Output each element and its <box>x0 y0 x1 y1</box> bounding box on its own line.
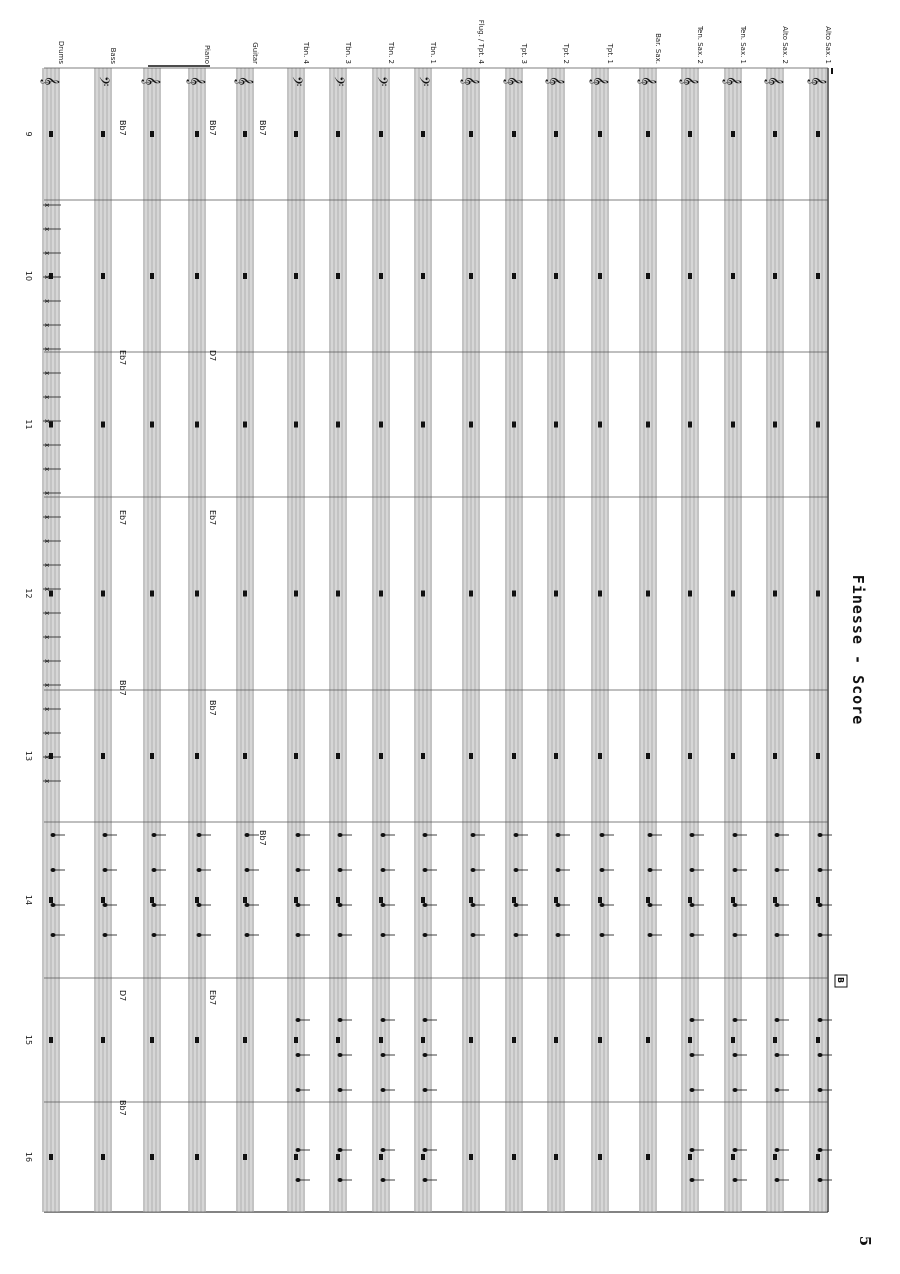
whole-rest <box>336 753 340 759</box>
chord-symbol: Bb7 <box>258 120 267 136</box>
whole-rest <box>816 1037 820 1043</box>
instrument-label: Drums <box>57 40 65 64</box>
whole-rest <box>195 422 199 428</box>
whole-rest <box>688 422 692 428</box>
whole-rest <box>598 1037 602 1043</box>
whole-rest <box>243 591 247 597</box>
whole-rest <box>101 897 105 903</box>
whole-rest <box>688 1037 692 1043</box>
drum-hit: x <box>43 635 51 640</box>
drum-hit: x <box>43 275 51 280</box>
whole-rest <box>243 753 247 759</box>
whole-rest <box>49 897 53 903</box>
instrument-label: Tpt. 2 <box>562 43 570 64</box>
drum-hit: x <box>43 539 51 544</box>
whole-rest <box>294 591 298 597</box>
whole-rest <box>773 1037 777 1043</box>
whole-rest <box>150 1037 154 1043</box>
whole-rest <box>688 273 692 279</box>
chord-symbol: Bb7 <box>258 830 267 846</box>
whole-rest <box>379 753 383 759</box>
whole-rest <box>731 422 735 428</box>
instrument-label: Bass <box>109 47 117 64</box>
instrument-label: Tbn. 1 <box>429 41 437 64</box>
clef-icon: 𝄞 <box>590 76 609 86</box>
whole-rest <box>336 422 340 428</box>
whole-rest <box>598 753 602 759</box>
chord-symbol: Bb7 <box>208 120 217 136</box>
score-title: Finesse - Score <box>849 574 867 726</box>
whole-rest <box>243 897 247 903</box>
whole-rest <box>150 753 154 759</box>
whole-rest <box>731 591 735 597</box>
whole-rest <box>243 1154 247 1160</box>
whole-rest <box>150 422 154 428</box>
whole-rest <box>598 131 602 137</box>
whole-rest <box>195 1154 199 1160</box>
drum-hit: x <box>43 347 51 352</box>
whole-rest <box>816 897 820 903</box>
whole-rest <box>512 422 516 428</box>
whole-rest <box>336 897 340 903</box>
title-container <box>828 560 888 740</box>
whole-rest <box>731 897 735 903</box>
chord-symbol: D7 <box>118 990 127 1002</box>
chord-symbol: Eb7 <box>118 510 127 526</box>
clef-icon: 𝄞 <box>808 76 827 86</box>
measure-number: 11 <box>24 419 33 430</box>
whole-rest <box>554 422 558 428</box>
whole-rest <box>554 1154 558 1160</box>
whole-rest <box>294 1154 298 1160</box>
whole-rest <box>554 273 558 279</box>
whole-rest <box>646 1037 650 1043</box>
whole-rest <box>421 131 425 137</box>
instrument-label: Ten. Sax. 2 <box>696 25 704 64</box>
whole-rest <box>773 591 777 597</box>
drum-hit: x <box>43 227 51 232</box>
whole-rest <box>646 897 650 903</box>
instrument-label: Alto Sax. 1 <box>824 26 832 64</box>
whole-rest <box>598 422 602 428</box>
whole-rest <box>598 591 602 597</box>
instrument-label: Guitar <box>251 42 259 64</box>
whole-rest <box>195 1037 199 1043</box>
instrument-label: Alto Sax. 2 <box>781 26 789 64</box>
drum-hit: x <box>43 683 51 688</box>
whole-rest <box>731 1154 735 1160</box>
instrument-label: Tbn. 3 <box>344 41 352 64</box>
drum-hit: x <box>43 443 51 448</box>
whole-rest <box>598 897 602 903</box>
clef-icon: 𝄢 <box>93 76 112 87</box>
instrument-label: Piano <box>203 44 211 64</box>
whole-rest <box>469 1037 473 1043</box>
whole-rest <box>294 131 298 137</box>
drum-hit: x <box>43 467 51 472</box>
whole-rest <box>49 131 53 137</box>
drum-hit: x <box>43 731 51 736</box>
drum-hit: x <box>43 563 51 568</box>
clef-icon: 𝄞 <box>765 76 784 86</box>
whole-rest <box>294 1037 298 1043</box>
whole-rest <box>150 591 154 597</box>
measure-number: 10 <box>24 270 33 282</box>
whole-rest <box>243 422 247 428</box>
whole-rest <box>646 422 650 428</box>
whole-rest <box>150 1154 154 1160</box>
drum-hit: x <box>43 515 51 520</box>
chord-symbol: D7 <box>208 350 217 362</box>
whole-rest <box>243 273 247 279</box>
whole-rest <box>101 753 105 759</box>
whole-rest <box>379 131 383 137</box>
measure-number: 15 <box>24 1034 33 1046</box>
whole-rest <box>101 422 105 428</box>
whole-rest <box>195 591 199 597</box>
page-number: 5 <box>856 1235 875 1247</box>
clef-icon: 𝄞 <box>504 76 523 86</box>
whole-rest <box>49 1037 53 1043</box>
whole-rest <box>731 753 735 759</box>
whole-rest <box>816 422 820 428</box>
drum-hit: x <box>43 251 51 256</box>
whole-rest <box>101 131 105 137</box>
whole-rest <box>646 591 650 597</box>
clef-icon: 𝄢 <box>371 76 390 87</box>
whole-rest <box>294 422 298 428</box>
clef-icon: 𝄞 <box>235 76 254 86</box>
whole-rest <box>379 422 383 428</box>
whole-rest <box>816 753 820 759</box>
whole-rest <box>816 273 820 279</box>
whole-rest <box>731 273 735 279</box>
whole-rest <box>512 1154 516 1160</box>
whole-rest <box>101 1037 105 1043</box>
drum-hit: x <box>43 611 51 616</box>
whole-rest <box>421 591 425 597</box>
whole-rest <box>512 131 516 137</box>
whole-rest <box>469 897 473 903</box>
whole-rest <box>49 591 53 597</box>
whole-rest <box>773 897 777 903</box>
whole-rest <box>336 131 340 137</box>
whole-rest <box>469 1154 473 1160</box>
chord-symbol: Eb7 <box>208 990 217 1006</box>
whole-rest <box>243 1037 247 1043</box>
chord-symbol: Eb7 <box>118 350 127 366</box>
whole-rest <box>688 753 692 759</box>
clef-icon: 𝄞 <box>723 76 742 86</box>
whole-rest <box>421 1037 425 1043</box>
drum-hit: x <box>43 587 51 592</box>
instrument-label: Flug. / Tpt. 4 <box>477 19 485 64</box>
whole-rest <box>816 131 820 137</box>
whole-rest <box>731 131 735 137</box>
clef-icon: 𝄢 <box>328 76 347 87</box>
drum-hit: x <box>43 299 51 304</box>
whole-rest <box>554 591 558 597</box>
whole-rest <box>336 1037 340 1043</box>
whole-rest <box>336 273 340 279</box>
clef-icon: 𝄞 <box>546 76 565 86</box>
drum-hit: x <box>43 323 51 328</box>
measure-number: 12 <box>24 588 33 599</box>
chord-symbol: Bb7 <box>118 680 127 696</box>
whole-rest <box>379 1154 383 1160</box>
whole-rest <box>421 273 425 279</box>
drum-hit: x <box>43 755 51 760</box>
whole-rest <box>379 897 383 903</box>
clef-icon: 𝄞 <box>461 76 480 86</box>
drum-hit: x <box>43 371 51 376</box>
clef-icon: 𝄞 <box>638 76 657 86</box>
whole-rest <box>469 273 473 279</box>
clef-icon: 𝄞 <box>142 76 161 86</box>
clef-icon: 𝄞 <box>680 76 699 86</box>
whole-rest <box>688 1154 692 1160</box>
whole-rest <box>150 273 154 279</box>
drum-hit: x <box>43 419 51 424</box>
drum-hit: x <box>43 779 51 784</box>
drum-hit: x <box>43 659 51 664</box>
instrument-label: Tpt. 3 <box>520 43 528 64</box>
whole-rest <box>731 1037 735 1043</box>
drum-hit: x <box>43 707 51 712</box>
whole-rest <box>195 753 199 759</box>
whole-rest <box>512 273 516 279</box>
whole-rest <box>554 1037 558 1043</box>
clef-icon: 𝄢 <box>413 76 432 87</box>
instrument-label: Tbn. 2 <box>387 41 395 64</box>
whole-rest <box>646 131 650 137</box>
whole-rest <box>554 131 558 137</box>
whole-rest <box>195 273 199 279</box>
whole-rest <box>512 753 516 759</box>
clef-icon: 𝄞 <box>41 76 60 86</box>
whole-rest <box>421 422 425 428</box>
whole-rest <box>101 1154 105 1160</box>
chord-symbol: Bb7 <box>118 1100 127 1116</box>
whole-rest <box>379 591 383 597</box>
rehearsal-mark: B <box>836 977 845 984</box>
whole-rest <box>598 273 602 279</box>
instrument-label: Tbn. 4 <box>302 41 310 64</box>
instrument-label: Bar. Sax. <box>654 33 662 64</box>
whole-rest <box>554 897 558 903</box>
whole-rest <box>773 1154 777 1160</box>
whole-rest <box>598 1154 602 1160</box>
whole-rest <box>469 591 473 597</box>
whole-rest <box>421 897 425 903</box>
whole-rest <box>294 897 298 903</box>
chord-symbol: Eb7 <box>208 510 217 526</box>
whole-rest <box>688 591 692 597</box>
whole-rest <box>421 1154 425 1160</box>
whole-rest <box>816 591 820 597</box>
whole-rest <box>773 422 777 428</box>
whole-rest <box>150 897 154 903</box>
whole-rest <box>512 1037 516 1043</box>
measure-number: 16 <box>24 1151 33 1163</box>
whole-rest <box>49 1154 53 1160</box>
whole-rest <box>101 591 105 597</box>
whole-rest <box>101 273 105 279</box>
whole-rest <box>646 753 650 759</box>
whole-rest <box>512 897 516 903</box>
instrument-label: Ten. Sax. 1 <box>739 25 747 64</box>
whole-rest <box>646 273 650 279</box>
whole-rest <box>195 897 199 903</box>
whole-rest <box>379 273 383 279</box>
whole-rest <box>469 131 473 137</box>
whole-rest <box>816 1154 820 1160</box>
instrument-label: Tpt. 1 <box>606 43 614 64</box>
clef-icon: 𝄞 <box>187 76 206 86</box>
whole-rest <box>688 897 692 903</box>
measure-number: 9 <box>24 131 33 137</box>
whole-rest <box>379 1037 383 1043</box>
whole-rest <box>195 131 199 137</box>
clef-icon: 𝄢 <box>286 76 305 87</box>
chord-symbol: Bb7 <box>118 120 127 136</box>
whole-rest <box>294 273 298 279</box>
whole-rest <box>554 753 558 759</box>
whole-rest <box>150 131 154 137</box>
drum-hit: x <box>43 491 51 496</box>
whole-rest <box>421 753 425 759</box>
measure-number: 14 <box>24 894 33 906</box>
whole-rest <box>336 1154 340 1160</box>
whole-rest <box>773 753 777 759</box>
whole-rest <box>773 273 777 279</box>
drum-hit: x <box>43 395 51 400</box>
whole-rest <box>294 753 298 759</box>
whole-rest <box>646 1154 650 1160</box>
whole-rest <box>469 422 473 428</box>
whole-rest <box>773 131 777 137</box>
whole-rest <box>469 753 473 759</box>
measure-number: 13 <box>24 750 33 762</box>
chord-symbol: Bb7 <box>208 700 217 716</box>
drum-hit: x <box>43 203 51 208</box>
whole-rest <box>243 131 247 137</box>
whole-rest <box>336 591 340 597</box>
whole-rest <box>512 591 516 597</box>
whole-rest <box>688 131 692 137</box>
